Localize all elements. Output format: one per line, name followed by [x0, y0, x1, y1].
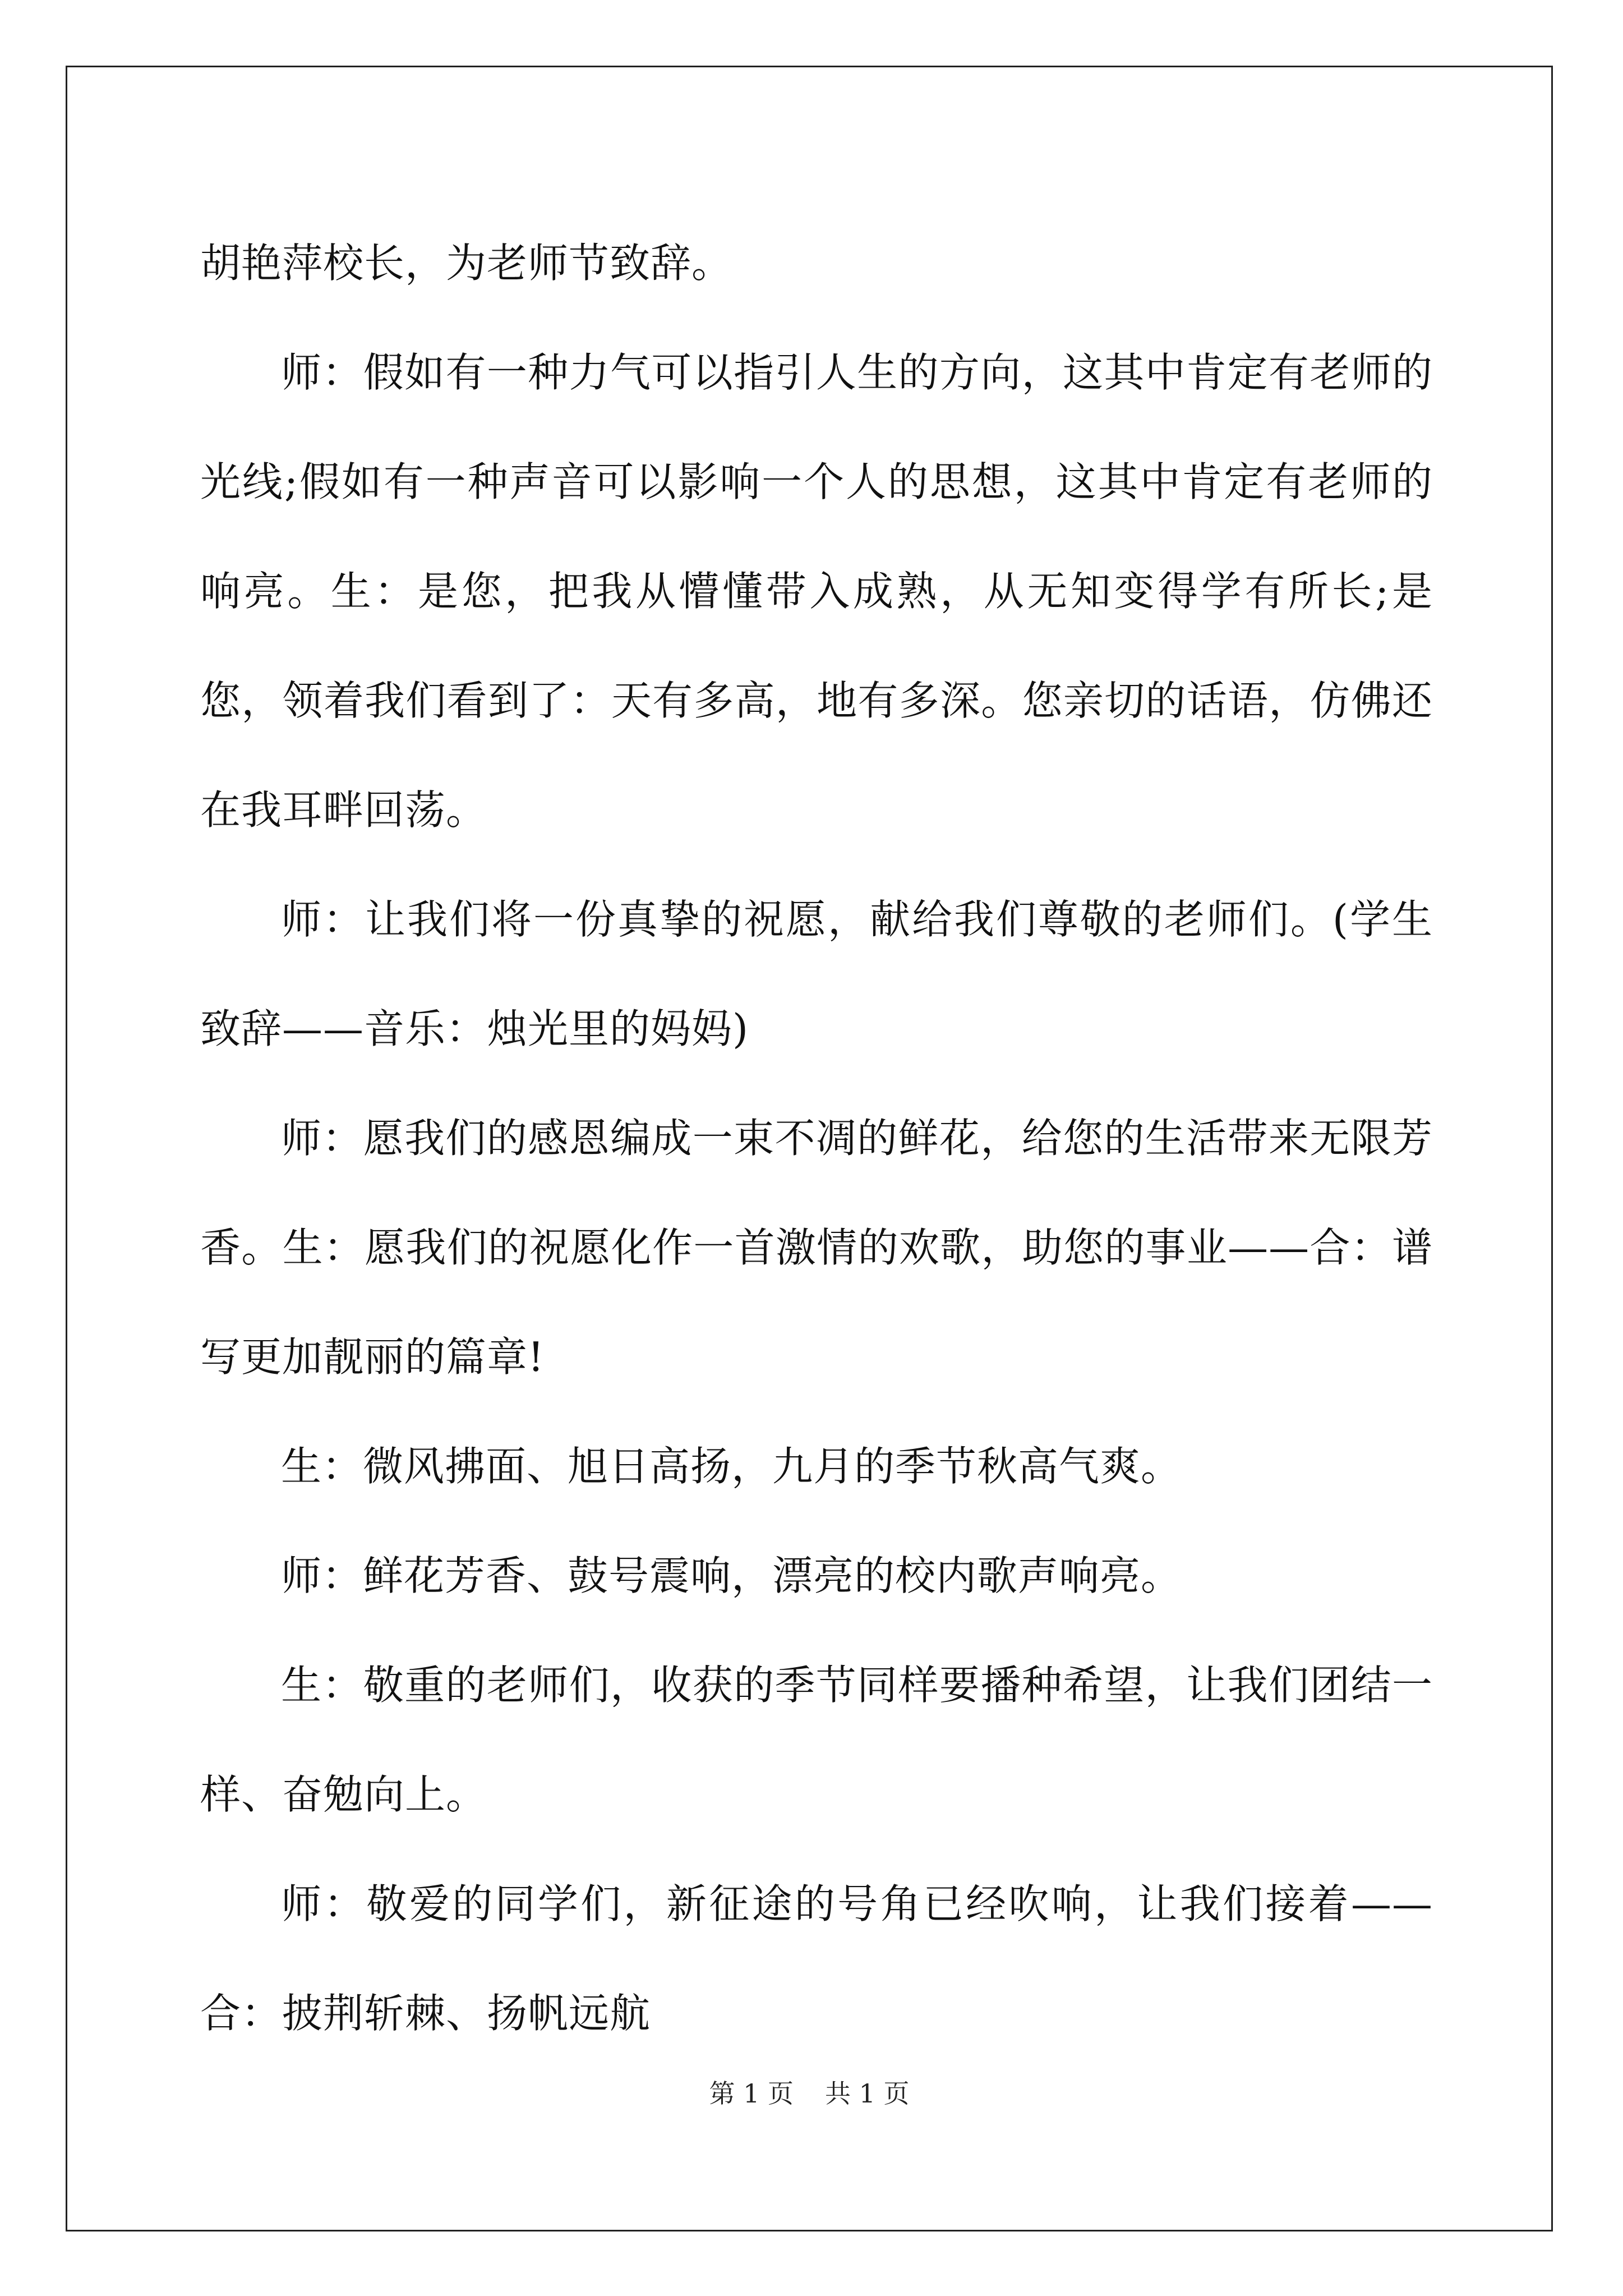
paragraph-8: 师：敬爱的同学们，新征途的号角已经吹响，让我们接着——合：披荆斩棘、扬帆远航 — [200, 1880, 1433, 2037]
paragraph-5: 生：微风拂面、旭日高扬，九月的季节秋高气爽。 — [281, 1443, 1182, 1490]
document-body — [200, 209, 1433, 2068]
page-footer — [66, 2077, 1553, 2110]
page-number: 第 1 页 — [709, 2078, 794, 2109]
paragraph-7: 生：敬重的老师们，收获的季节同样要播种希望，让我们团结一样、奋勉向上。 — [200, 1662, 1433, 1818]
paragraph-2: 师：假如有一种力气可以指引人生的方向，这其中肯定有老师的光线;假如有一种声音可以影响一个人的思想，这其中肯定有老师的响亮。生：是您，把我从懵懂带入成熟，从无知变得学有所长;是您，领着我们看到了：天有多高，地有多深。您亲切的话语，仿佛还在我耳畔回荡。 — [200, 349, 1433, 834]
paragraph-3: 师：让我们将一份真挚的祝愿，献给我们尊敬的老师们。(学生致辞——音乐：烛光里的妈妈) — [200, 896, 1433, 1052]
paragraph-1: 胡艳萍校长，为老师节致辞。 — [200, 240, 733, 287]
paragraph-6: 师：鲜花芳香、鼓号震响，漂亮的校内歌声响亮。 — [281, 1552, 1182, 1599]
page-total: 共 1 页 — [825, 2078, 910, 2109]
paragraph-4: 师：愿我们的感恩编成一束不凋的鲜花，给您的生活带来无限芳香。生：愿我们的祝愿化作一首激情的欢歌，助您的事业——合：谱写更加靓丽的篇章! — [200, 1115, 1433, 1381]
